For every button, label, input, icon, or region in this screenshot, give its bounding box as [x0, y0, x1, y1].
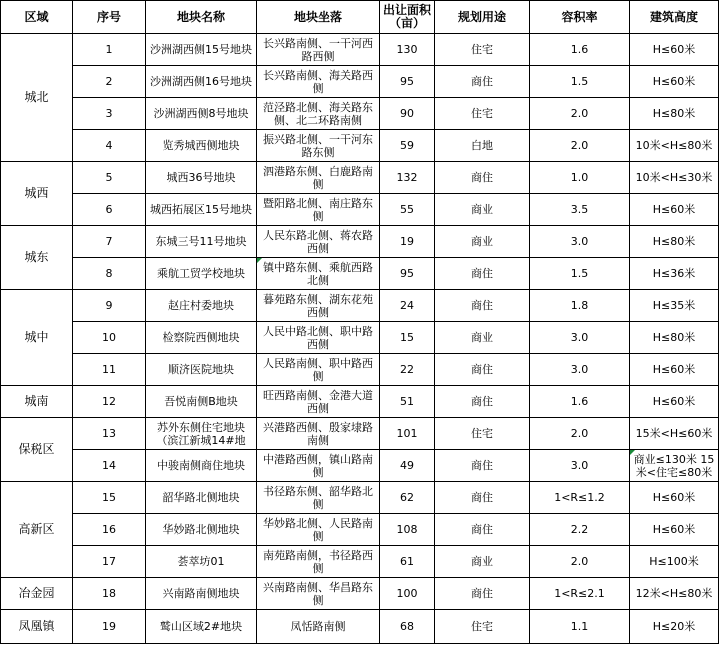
- use-cell: 住宅: [435, 418, 530, 450]
- table-row: [1, 98, 719, 130]
- far-cell: 1.1: [530, 610, 630, 644]
- use-cell: 商住: [435, 162, 530, 194]
- name-cell: 中骏南侧商住地块: [146, 450, 257, 482]
- header-location: 地块坐落: [257, 1, 380, 34]
- area-cell: 59: [380, 130, 435, 162]
- name-cell: 苏外东侧住宅地块（滨江新城14#地: [146, 418, 257, 450]
- seq-cell: 18: [73, 578, 146, 610]
- seq-cell: 2: [73, 66, 146, 98]
- height-cell: 10米<H≤80米: [630, 130, 719, 162]
- use-cell: 商业: [435, 546, 530, 578]
- table-row: [1, 162, 719, 194]
- header-height: 建筑高度: [630, 1, 719, 34]
- area-cell: 15: [380, 322, 435, 354]
- location-cell: 凤恬路南侧: [257, 610, 380, 644]
- name-cell: 沙洲湖西侧16号地块: [146, 66, 257, 98]
- area-cell: 22: [380, 354, 435, 386]
- name-cell: 城西36号地块: [146, 162, 257, 194]
- table-row: [1, 450, 719, 482]
- seq-cell: 7: [73, 226, 146, 258]
- far-cell: 3.0: [530, 450, 630, 482]
- name-cell: 吾悦南侧B地块: [146, 386, 257, 418]
- header-name: 地块名称: [146, 1, 257, 34]
- far-cell: 1.6: [530, 34, 630, 66]
- table-row: [1, 226, 719, 258]
- far-cell: 3.5: [530, 194, 630, 226]
- table-row: [1, 322, 719, 354]
- location-cell: 振兴路北侧、一干河东路东侧: [257, 130, 380, 162]
- seq-cell: 13: [73, 418, 146, 450]
- name-cell: 荟萃坊01: [146, 546, 257, 578]
- table-row: [1, 482, 719, 514]
- area-cell: 100: [380, 578, 435, 610]
- location-cell: 范泾路北侧、海关路东侧、北二环路南侧: [257, 98, 380, 130]
- name-cell: 沙洲湖西侧15号地块: [146, 34, 257, 66]
- name-cell: 检察院西侧地块: [146, 322, 257, 354]
- area-cell: 51: [380, 386, 435, 418]
- name-cell: 览秀城西侧地块: [146, 130, 257, 162]
- name-cell: 顺济医院地块: [146, 354, 257, 386]
- height-cell: 12米<H≤80米: [630, 578, 719, 610]
- far-cell: 1<R≤1.2: [530, 482, 630, 514]
- table-row: [1, 130, 719, 162]
- area-cell: 55: [380, 194, 435, 226]
- name-cell: 华妙路北侧地块: [146, 514, 257, 546]
- table-row: [1, 34, 719, 66]
- table-row: [1, 578, 719, 610]
- seq-cell: 11: [73, 354, 146, 386]
- seq-cell: 10: [73, 322, 146, 354]
- height-cell: H≤35米: [630, 290, 719, 322]
- far-cell: 1.5: [530, 66, 630, 98]
- height-cell: 商业≤130米 15米<住宅≤80米: [630, 450, 719, 482]
- use-cell: 商住: [435, 482, 530, 514]
- location-cell: 中港路西侧，镇山路南侧: [257, 450, 380, 482]
- table-row: [1, 546, 719, 578]
- area-cell: 101: [380, 418, 435, 450]
- height-cell: H≤60米: [630, 354, 719, 386]
- location-cell: 旺西路南侧、金港大道西侧: [257, 386, 380, 418]
- seq-cell: 19: [73, 610, 146, 644]
- location-cell: 人民中路北侧、职中路西侧: [257, 322, 380, 354]
- far-cell: 1.6: [530, 386, 630, 418]
- height-cell: H≤80米: [630, 98, 719, 130]
- header-far: 容积率: [530, 1, 630, 34]
- name-cell: 赵庄村委地块: [146, 290, 257, 322]
- area-cell: 68: [380, 610, 435, 644]
- seq-cell: 15: [73, 482, 146, 514]
- location-cell: 兴港路西侧、殷家埭路南侧: [257, 418, 380, 450]
- location-cell: 暨阳路北侧、南庄路东侧: [257, 194, 380, 226]
- table-row: [1, 290, 719, 322]
- use-cell: 商业: [435, 194, 530, 226]
- area-cell: 19: [380, 226, 435, 258]
- area-cell: 130: [380, 34, 435, 66]
- area-cell: 108: [380, 514, 435, 546]
- name-cell: 城西拓展区15号地块: [146, 194, 257, 226]
- far-cell: 1.8: [530, 290, 630, 322]
- table-row: [1, 386, 719, 418]
- far-cell: 1.5: [530, 258, 630, 290]
- header-use: 规划用途: [435, 1, 530, 34]
- region-cell: 城南: [1, 386, 73, 418]
- location-cell: 南苑路南侧，书径路西侧: [257, 546, 380, 578]
- table-body: [1, 34, 719, 644]
- use-cell: 商住: [435, 450, 530, 482]
- seq-cell: 4: [73, 130, 146, 162]
- name-cell: 沙洲湖西侧8号地块: [146, 98, 257, 130]
- location-cell: 镇中路东侧、乘航西路北侧: [257, 258, 380, 290]
- height-cell: H≤20米: [630, 610, 719, 644]
- name-cell: 韶华路北侧地块: [146, 482, 257, 514]
- height-cell: H≤60米: [630, 514, 719, 546]
- table-row: [1, 194, 719, 226]
- area-cell: 132: [380, 162, 435, 194]
- region-cell: 高新区: [1, 482, 73, 578]
- seq-cell: 16: [73, 514, 146, 546]
- height-cell: 15米<H≤60米: [630, 418, 719, 450]
- area-cell: 49: [380, 450, 435, 482]
- table-row: [1, 258, 719, 290]
- region-cell: 凤凰镇: [1, 610, 73, 644]
- far-cell: 2.2: [530, 514, 630, 546]
- seq-cell: 14: [73, 450, 146, 482]
- height-cell: H≤80米: [630, 322, 719, 354]
- use-cell: 商住: [435, 386, 530, 418]
- location-cell: 泗港路东侧、白鹿路南侧: [257, 162, 380, 194]
- name-cell: 鹫山区域2#地块: [146, 610, 257, 644]
- far-cell: 1.0: [530, 162, 630, 194]
- height-cell: H≤60米: [630, 34, 719, 66]
- location-cell: 兴南路南侧、华昌路东侧: [257, 578, 380, 610]
- height-cell: H≤80米: [630, 226, 719, 258]
- use-cell: 商住: [435, 258, 530, 290]
- region-cell: 城东: [1, 226, 73, 290]
- height-cell: H≤60米: [630, 194, 719, 226]
- seq-cell: 17: [73, 546, 146, 578]
- height-cell: H≤60米: [630, 66, 719, 98]
- far-cell: 3.0: [530, 322, 630, 354]
- location-cell: 书径路东侧、韶华路北侧: [257, 482, 380, 514]
- region-cell: 城西: [1, 162, 73, 226]
- region-cell: 城中: [1, 290, 73, 386]
- seq-cell: 3: [73, 98, 146, 130]
- far-cell: 2.0: [530, 418, 630, 450]
- location-cell: 暮苑路东侧、湖东花苑西侧: [257, 290, 380, 322]
- far-cell: 3.0: [530, 354, 630, 386]
- location-cell: 华妙路北侧、人民路南侧: [257, 514, 380, 546]
- use-cell: 住宅: [435, 610, 530, 644]
- use-cell: 商住: [435, 66, 530, 98]
- region-cell: 冶金园: [1, 578, 73, 610]
- table-row: [1, 610, 719, 644]
- table-row: [1, 418, 719, 450]
- area-cell: 95: [380, 66, 435, 98]
- table-row: [1, 514, 719, 546]
- table-row: [1, 354, 719, 386]
- location-cell: 长兴路南侧、海关路西侧: [257, 66, 380, 98]
- seq-cell: 9: [73, 290, 146, 322]
- use-cell: 商业: [435, 226, 530, 258]
- use-cell: 住宅: [435, 34, 530, 66]
- use-cell: 白地: [435, 130, 530, 162]
- height-cell: H≤100米: [630, 546, 719, 578]
- header-row: [1, 1, 719, 34]
- table-row: [1, 66, 719, 98]
- seq-cell: 8: [73, 258, 146, 290]
- height-cell: 10米<H≤30米: [630, 162, 719, 194]
- use-cell: 住宅: [435, 98, 530, 130]
- use-cell: 商业: [435, 322, 530, 354]
- header-seq: 序号: [73, 1, 146, 34]
- use-cell: 商住: [435, 514, 530, 546]
- name-cell: 乘航工贸学校地块: [146, 258, 257, 290]
- area-cell: 24: [380, 290, 435, 322]
- seq-cell: 1: [73, 34, 146, 66]
- region-cell: 保税区: [1, 418, 73, 482]
- use-cell: 商住: [435, 578, 530, 610]
- name-cell: 东城三号11号地块: [146, 226, 257, 258]
- location-cell: 人民路南侧、职中路西侧: [257, 354, 380, 386]
- far-cell: 2.0: [530, 98, 630, 130]
- area-cell: 61: [380, 546, 435, 578]
- far-cell: 3.0: [530, 226, 630, 258]
- height-cell: H≤60米: [630, 386, 719, 418]
- area-cell: 62: [380, 482, 435, 514]
- use-cell: 商住: [435, 354, 530, 386]
- seq-cell: 12: [73, 386, 146, 418]
- header-area: 出让面积（亩）: [380, 1, 435, 34]
- name-cell: 兴南路南侧地块: [146, 578, 257, 610]
- location-cell: 长兴路南侧、一干河西路西侧: [257, 34, 380, 66]
- header-region: 区域: [1, 1, 73, 34]
- height-cell: H≤60米: [630, 482, 719, 514]
- seq-cell: 6: [73, 194, 146, 226]
- location-cell: 人民东路北侧、蒋农路西侧: [257, 226, 380, 258]
- far-cell: 2.0: [530, 130, 630, 162]
- region-cell: 城北: [1, 34, 73, 162]
- seq-cell: 5: [73, 162, 146, 194]
- far-cell: 1<R≤2.1: [530, 578, 630, 610]
- use-cell: 商住: [435, 290, 530, 322]
- height-cell: H≤36米: [630, 258, 719, 290]
- far-cell: 2.0: [530, 546, 630, 578]
- area-cell: 90: [380, 98, 435, 130]
- area-cell: 95: [380, 258, 435, 290]
